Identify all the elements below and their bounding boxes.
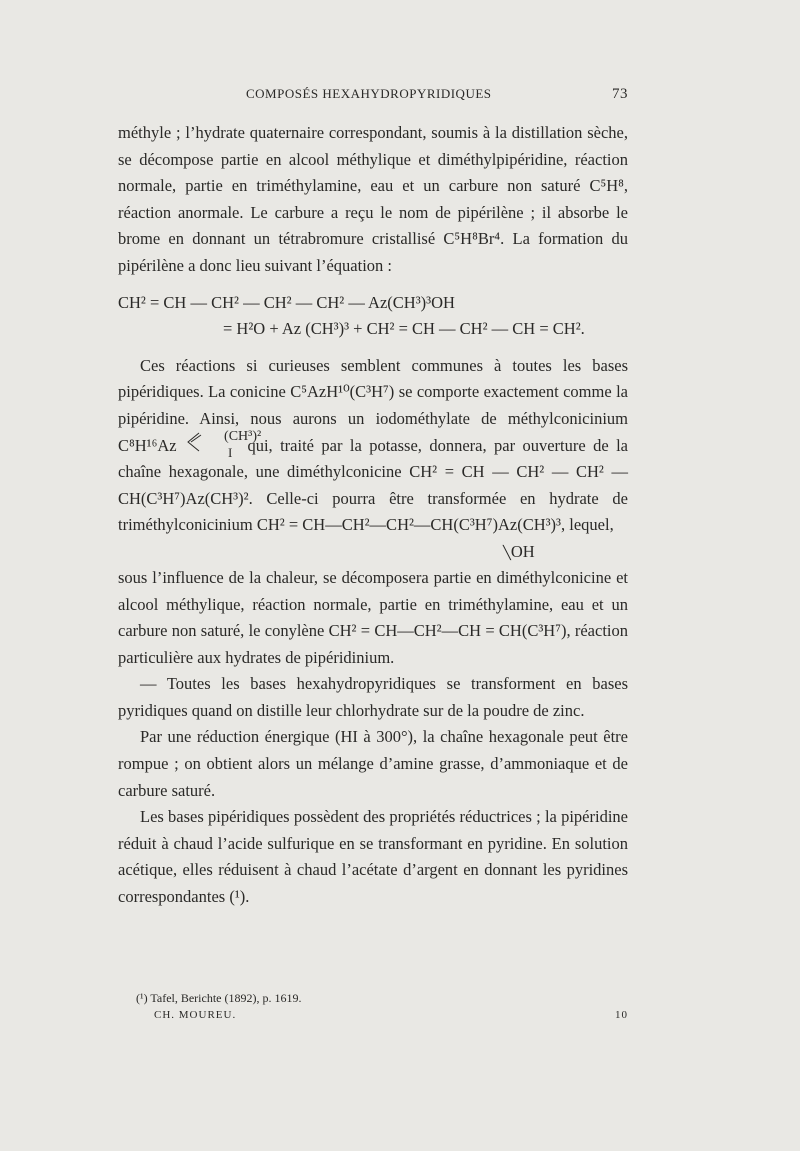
branch-formula	[184, 428, 262, 460]
signature-line	[154, 1009, 628, 1021]
page-number: 73	[612, 86, 628, 102]
paragraph-5: Les bases pipéridiques possèdent des propriétés réductrices ; la pipéridine réduit à chaud l’acide sulfurique en se transformant en pyridine. En solution acétique, elles réduisent à chaud l’acétate d’argent en donnant les pyridines correspondantes (¹).	[118, 807, 628, 907]
body-text	[118, 120, 628, 911]
paragraph-2-end: sous l’influence de la chaleur, se décomposera partie en diméthylconicine et alcool méthylique, réaction normale, partie en triméthylamine, eau et un carbure non saturé, le conylène CH² = CH—CH²—CH = CH(C³H⁷), réaction particulière aux hydrates de pipéridinium.	[118, 567, 628, 667]
paragraph-3: — Toutes les bases hexahydropyridiques se transforment en bases pyridiques quand on distille leur chlorhydrate sur de la poudre de zinc.	[118, 674, 628, 720]
paragraph-2-middle: qui, traité par la potasse, donnera, par ouverture de la chaîne hexagonale, une diméthylconicine CH² = CH — CH² — CH² — CH(C³H⁷)Az(CH³)². Celle-ci pourra être transformée en hydrate de triméthylconicinium CH² = CH—CH²—CH²—CH(C³H⁷)Az(CH³)³, lequel,	[118, 435, 629, 535]
branch-slash-icon: ╲	[503, 544, 511, 560]
paragraph-1: méthyle ; l’hydrate quaternaire correspondant, soumis à la distillation sèche, se décompose partie en alcool méthylique et diméthylpipéridine, réaction normale, partie en triméthylamine, eau et un carbure non saturé C⁵H⁸, réaction anormale. Le carbure a reçu le nom de pipérilène ; il absorbe le brome en donnant un tétrabromure cristallisé C⁵H⁸Br⁴. La formation du pipérilène a donc lieu suivant l’équation :	[118, 123, 628, 275]
piperilene-equation	[118, 290, 628, 343]
branch-top-group: (CH³)²	[224, 428, 262, 444]
equation-line-1: CH² = CH — CH² — CH² — CH² — Az(CH³)³OH	[118, 292, 455, 312]
signature-sheet-number: 10	[615, 1009, 628, 1021]
signature-author: CH. MOUREU.	[154, 1009, 237, 1021]
hydroxyl-label: OH	[510, 541, 535, 561]
equation-line-2: = H²O + Az (CH³)³ + CH² = CH — CH² — CH = CH².	[223, 319, 585, 339]
branch-bottom-group: I	[228, 444, 233, 460]
paragraph-2-start: Ces réactions si curieuses semblent communes à toutes les bases pipéridiques. La conicine C⁵AzH¹⁰(C³H⁷) se comporte exactement comme la pipéridine. Ainsi, nous aurons un iodométhylate de méthylconicinium C⁸H¹⁶Az	[118, 355, 628, 455]
running-head-title: COMPOSÉS HEXAHYDROPYRIDIQUES	[246, 86, 492, 101]
paragraph-2	[118, 353, 628, 539]
paragraph-4: Par une réduction énergique (HI à 300°), la chaîne hexagonale peut être rompue ; on obtient alors un mélange d’amine grasse, d’ammoniaque et de carbure saturé.	[118, 727, 628, 800]
branch-bracket-icon	[184, 431, 202, 453]
hydroxyl-branch	[118, 539, 628, 565]
footnote: (¹) Tafel, Berichte (1892), p. 1619.	[136, 991, 302, 1005]
